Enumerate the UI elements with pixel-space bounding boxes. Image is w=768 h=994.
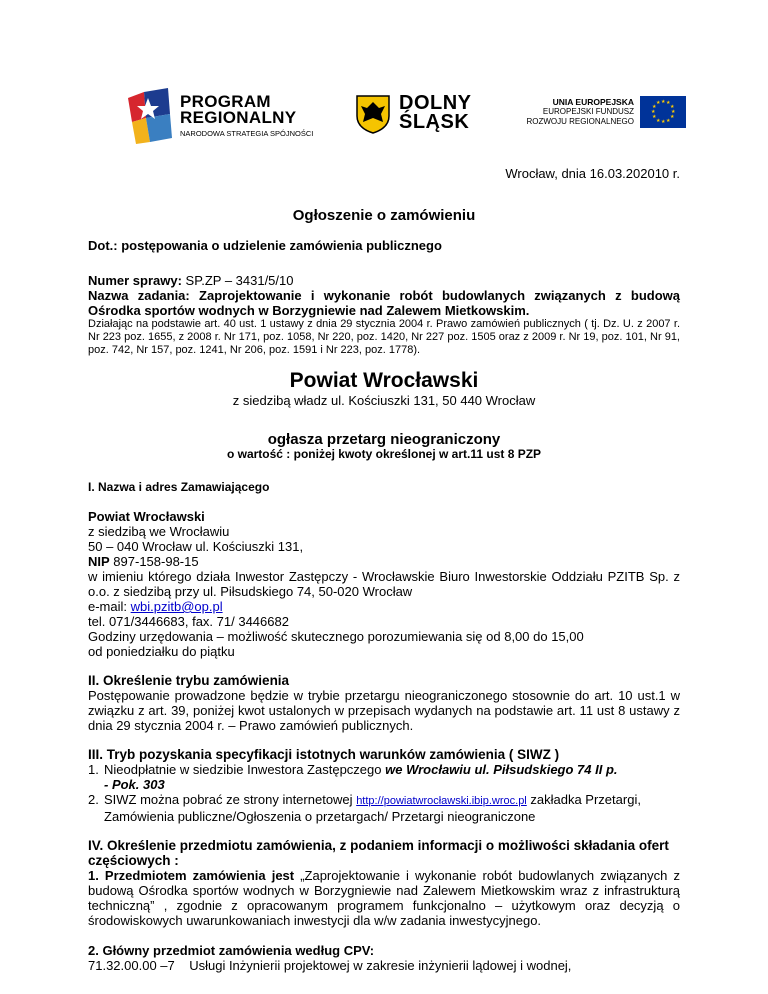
star-flag-icon bbox=[124, 88, 180, 144]
svg-text:★: ★ bbox=[656, 100, 661, 106]
cpv-line: 71.32.00.00 –7 Usługi Inżynierii projektowej w zakresie inżynierii lądowej i wodnej, bbox=[88, 958, 572, 973]
task-name: Nazwa zadania: Zaprojektowanie i wykonanie robót budowlanych związanych z budową Ośrodka sportów wodnych w Borzygniewie nad Zalewem Mietkowskim. bbox=[88, 288, 680, 318]
document-date: Wrocław, dnia 16.03.202010 r. bbox=[505, 166, 680, 181]
section3-item2: 2. SIWZ można pobrać ze strony internetowej http://powiatwrocławski.ibip.wroc.pl zakładka Przetargi, Zamówienia publiczne/Ogłoszenia o przetargach/ Przetargi nieograniczone bbox=[88, 792, 641, 824]
svg-text:★: ★ bbox=[656, 118, 661, 124]
logo-bar bbox=[0, 88, 768, 148]
section4-title: IV. Określenie przedmiotu zamówienia, z podaniem informacji o możliwości składania ofert częściowych : bbox=[88, 838, 669, 868]
case-block bbox=[88, 273, 680, 357]
svg-text:★: ★ bbox=[666, 118, 671, 124]
buyer-behalf: w imieniu którego działa Inwestor Zastępczy - Wrocławskie Biuro Inwestorskie Oddziału PZITB Sp. z o.o. z siedzibą przy ul. Piłsudskiego 74, 50-020 Wrocław bbox=[88, 569, 680, 599]
section2-title: II. Określenie trybu zamówienia bbox=[88, 673, 290, 688]
document-title: Ogłoszenie o zamówieniu bbox=[292, 207, 476, 224]
svg-text:★: ★ bbox=[671, 109, 676, 115]
dolny-text: DOLNY bbox=[399, 92, 472, 114]
eu-line3: ROZWOJU REGIONALNEGO bbox=[526, 117, 634, 126]
program-line3: NARODOWA STRATEGIA SPÓJNOŚCI bbox=[180, 129, 314, 138]
program-line2: REGIONALNY bbox=[180, 108, 297, 127]
buyer-hours: Godziny urzędowania – możliwość skutecznego porozumiewania się od 8,00 do 15,00 bbox=[88, 629, 584, 644]
case-number: Numer sprawy: SP.ZP – 3431/5/10 bbox=[88, 273, 294, 288]
subject-line: Dot.: postępowania o udzielenie zamówienia publicznego bbox=[88, 238, 442, 253]
section3-item1: 1. Nieodpłatnie w siedzibie Inwestora Zastępczego we Wrocławiu ul. Piłsudskiego 74 II p. - Pok. 303 bbox=[88, 762, 618, 792]
eu-line2: EUROPEJSKI FUNDUSZ bbox=[542, 107, 634, 116]
buyer-address: 50 – 040 Wrocław ul. Kościuszki 131, bbox=[88, 539, 304, 554]
document-body bbox=[88, 160, 680, 973]
eu-flag-icon bbox=[640, 96, 686, 128]
siwz-website-link[interactable]: http://powiatwrocławski.ibip.wroc.pl bbox=[356, 795, 527, 807]
section1-body bbox=[88, 509, 680, 659]
announce-subtitle: o wartość : poniżej kwoty określonej w art.11 ust 8 PZP bbox=[226, 447, 542, 461]
program-regionalny-logo bbox=[124, 88, 339, 144]
buyer-nip: NIP 897-158-98-15 bbox=[88, 554, 199, 569]
buyer-seat: z siedzibą we Wrocławiu bbox=[88, 524, 230, 539]
dolny-slask-logo bbox=[355, 94, 485, 134]
svg-text:★: ★ bbox=[661, 119, 666, 125]
svg-text:★: ★ bbox=[670, 114, 675, 120]
eu-logo bbox=[516, 96, 686, 140]
buyer-name: Powiat Wrocławski bbox=[88, 509, 205, 524]
authority-name: Powiat Wrocławski bbox=[289, 369, 479, 392]
email-link[interactable]: wbi.pzitb@op.pl bbox=[130, 599, 223, 614]
section4-item1: 1. Przedmiotem zamówienia jest „Zaprojektowanie i wykonanie robót budowlanych związanych z budową Ośrodka sportów wodnych w Borzygniewie nad Zalewem Mietkowskim wraz z infrastrukturą techniczną” , zgodnie z opracowanym programem funkcjonalno – użytkowym oraz decyzją o środowiskowych uwarunkowaniach inwestycji dla w/w zadania inwestycyjnego. bbox=[88, 868, 680, 928]
buyer-days: od poniedziałku do piątku bbox=[88, 644, 235, 659]
svg-text:★: ★ bbox=[661, 99, 666, 105]
section2-text: Postępowanie prowadzone będzie w trybie przetargu nieograniczonego stosownie do art. 10 ust.1 w związku z art. 39, poniżej kwot ustalonych w przepisach wydanych na podstawie art. 11 ust 8 ustawy z dnia 29 stycznia 2004 r. – Prawo zamówień publicznych. bbox=[88, 688, 680, 733]
buyer-email: e-mail: wbi.pzitb@op.pl bbox=[88, 599, 223, 614]
eagle-crest-icon bbox=[355, 94, 391, 134]
authority-seat: z siedzibą władz ul. Kościuszki 131, 50 440 Wrocław bbox=[232, 393, 536, 408]
eu-line1: UNIA EUROPEJSKA bbox=[552, 97, 634, 107]
svg-text:★: ★ bbox=[666, 100, 671, 106]
svg-text:★: ★ bbox=[651, 109, 656, 115]
section4-item2-title: 2. Główny przedmiot zamówienia według CPV: bbox=[88, 943, 375, 958]
section3-title: III. Tryb pozyskania specyfikacji istotnych warunków zamówienia ( SIWZ ) bbox=[88, 747, 560, 762]
svg-text:★: ★ bbox=[670, 104, 675, 110]
svg-text:★: ★ bbox=[652, 104, 657, 110]
program-line1: PROGRAM bbox=[180, 92, 271, 111]
slask-text: ŚLĄSK bbox=[399, 111, 470, 133]
announce-title: ogłasza przetarg nieograniczony bbox=[267, 431, 501, 448]
buyer-phone: tel. 071/3446683, fax. 71/ 3446682 bbox=[88, 614, 289, 629]
svg-text:★: ★ bbox=[652, 114, 657, 120]
section1-title: I. Nazwa i adres Zamawiającego bbox=[88, 480, 270, 494]
legal-basis: Działając na podstawie art. 40 ust. 1 ustawy z dnia 29 stycznia 2004 r. Prawo zamówień publicznych ( tj. Dz. U. z 2007 r. Nr 223 poz. 1655, z 2008 r. Nr 171, poz. 1058, Nr 220, poz. 1420, Nr 227 poz. 1505 oraz z 2009 r. Nr 19, poz. 101, Nr 91, poz. 742, Nr 157, poz. 1241, Nr 206, poz. 1591 i Nr 223, poz. 1778). bbox=[88, 318, 680, 356]
